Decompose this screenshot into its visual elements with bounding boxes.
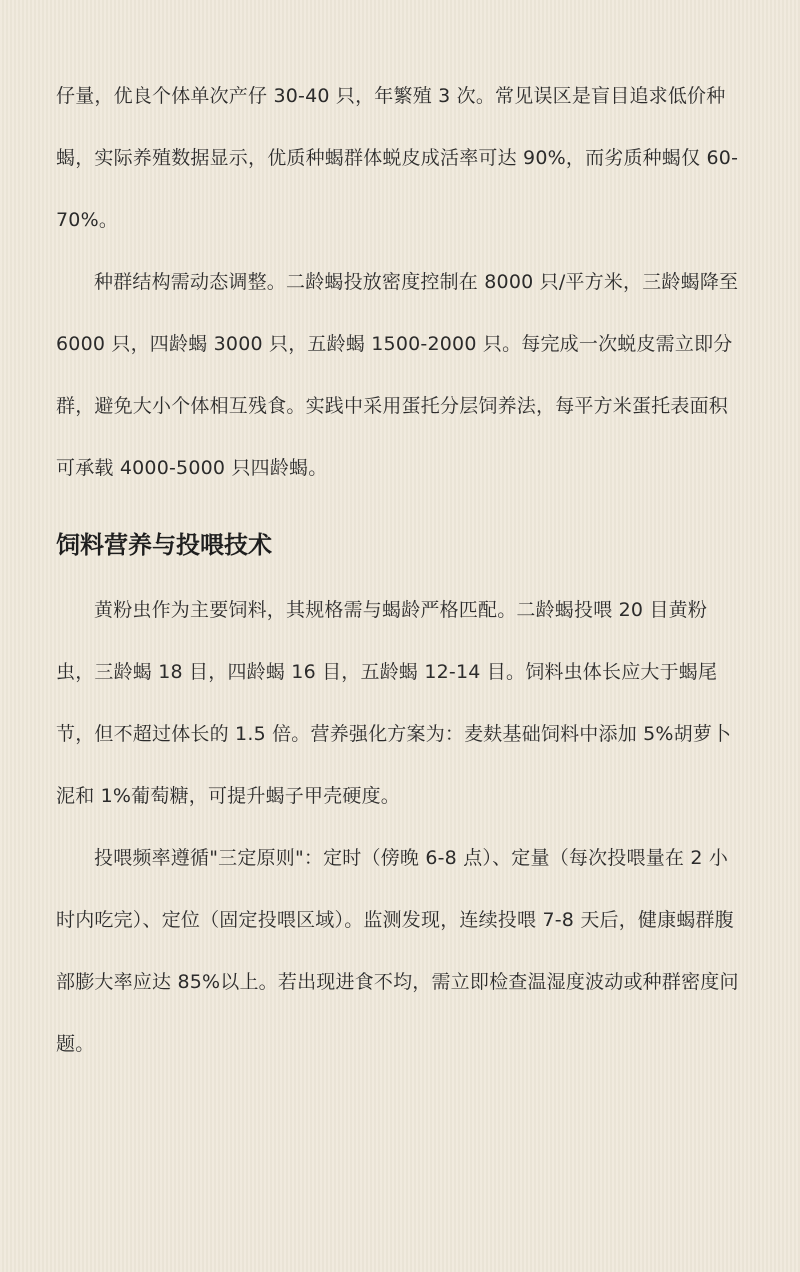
section-heading: 饲料营养与投喂技术 — [56, 531, 272, 559]
paragraph-population-structure: 种群结构需动态调整。二龄蝎投放密度控制在 8000 只/平方米，三龄蝎降至 6000 只，四龄蝎 3000 只，五龄蝎 1500-2000 只。每完成一次蜕皮需立即分群，避免大小个体相互残食。实践中采用蛋托分层饲养法，每平方米蛋托表面积可承载 4000-5000 只四龄蝎。 — [56, 271, 739, 479]
paragraph-feeding-frequency: 投喂频率遵循"三定原则"：定时（傍晚 6-8 点）、定量（每次投喂量在 2 小时内吃完）、定位（固定投喂区域）。监测发现，连续投喂 7-8 天后，健康蝎群腹部膨大率应达 85%以上。若出现进食不均，需立即检查温湿度波动或种群密度问题。 — [56, 847, 739, 1055]
paragraph-continued: 仔量，优良个体单次产仔 30-40 只，年繁殖 3 次。常见误区是盲目追求低价种蝎，实际养殖数据显示，优质种蝎群体蜕皮成活率可达 90%，而劣质种蝎仅 60-70%。 — [56, 85, 739, 231]
paragraph-feed: 黄粉虫作为主要饲料，其规格需与蝎龄严格匹配。二龄蝎投喂 20 目黄粉虫，三龄蝎 18 目，四龄蝎 16 目，五龄蝎 12-14 目。饲料虫体长应大于蝎尾节，但不超过体长的 1.5 倍。营养强化方案为：麦麸基础饲料中添加 5%胡萝卜泥和 1%葡萄糖，可提升蝎子甲壳硬度。 — [56, 599, 732, 807]
